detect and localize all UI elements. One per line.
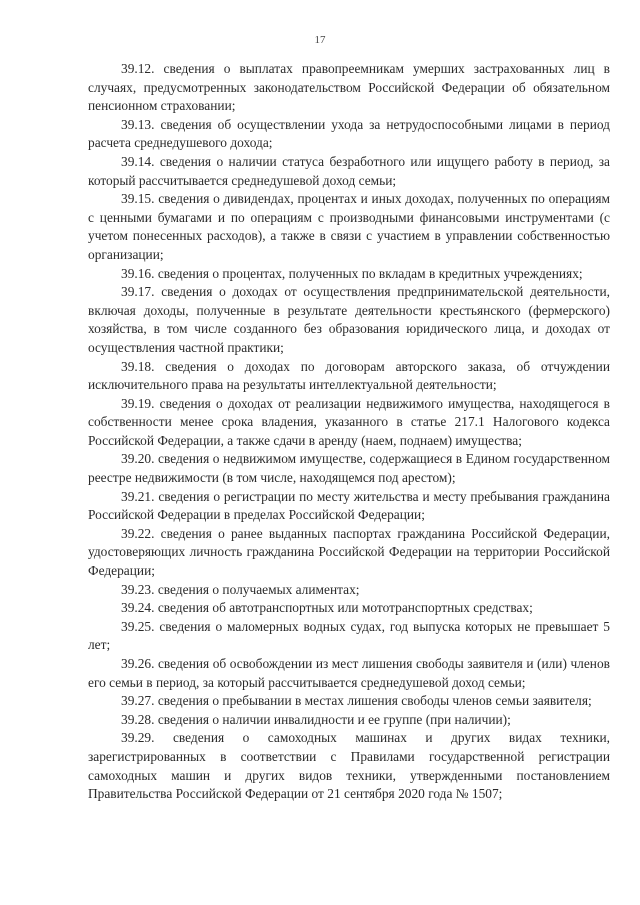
paragraph-39-29: 39.29. сведения о самоходных машинах и других видах техники, зарегистрированных в соответствии с Правилами государственной регистрации самоходных машин и других видов техники, утвержденными постановлением Правительства Российской Федерации от 21 сентября 2020 года № 1507;: [88, 730, 610, 802]
paragraph-39-14: 39.14. сведения о наличии статуса безработного или ищущего работу в период, за который рассчитывается среднедушевой доход семьи;: [88, 153, 610, 188]
paragraph-39-19: 39.19. сведения о доходах от реализации недвижимого имущества, находящегося в собственности менее срока владения, указанного в статье 217.1 Налогового кодекса Российской Федерации, а также сдачи в аренду (наем, поднаем) имущества;: [88, 395, 610, 448]
paragraph-39-28: 39.28. сведения о наличии инвалидности и ее группе (при наличии);: [121, 711, 511, 727]
paragraph-39-15: 39.15. сведения о дивидендах, процентах и иных доходах, полученных по операциям с ценными бумагами и по операциям с производными финансовыми инструментами (с учетом понесенных расходов), а также в связи с участием в управлении собственностью организации;: [88, 191, 610, 262]
paragraph-39-20: 39.20. сведения о недвижимом имуществе, содержащиеся в Едином государственном реестре недвижимости (в том числе, находящемся под арестом);: [88, 451, 610, 486]
paragraph-39-23: 39.23. сведения о получаемых алиментах;: [121, 581, 360, 597]
paragraph-39-24: 39.24. сведения об автотранспортных или мототранспортных средствах;: [121, 600, 533, 616]
paragraph-39-22: 39.22. сведения о ранее выданных паспортах гражданина Российской Федерации, удостоверяющих личность гражданина Российской Федерации на территории Российской Федерации;: [88, 525, 610, 579]
paragraph-39-16: 39.16. сведения о процентах, полученных по вкладам в кредитных учреждениях;: [121, 265, 583, 281]
paragraph-39-26: 39.26. сведения об освобождении из мест лишения свободы заявителя и (или) членов его семьи в период, за который рассчитывается среднедушевой доход семьи;: [88, 656, 610, 690]
page-number: 17: [314, 34, 326, 46]
paragraph-39-27: 39.27. сведения о пребывании в местах лишения свободы членов семьи заявителя;: [121, 693, 592, 709]
paragraph-39-25: 39.25. сведения о маломерных водных судах, год выпуска которых не превышает 5 лет;: [88, 618, 610, 653]
document-body: [88, 60, 610, 804]
paragraph-39-17: 39.17. сведения о доходах от осуществления предпринимательской деятельности, включая доходы, полученные в результате деятельности крестьянского (фермерского) хозяйства, в том числе созданного без образования юридического лица, и доходах от осуществления частной практики;: [88, 284, 610, 355]
paragraph-39-13: 39.13. сведения об осуществлении ухода за нетрудоспособными лицами в период расчета среднедушевого дохода;: [88, 116, 610, 151]
paragraph-39-12: 39.12. сведения о выплатах правопреемникам умерших застрахованных лиц в случаях, предусмотренных законодательством Российской Федерации об обязательном пенсионном страховании;: [88, 61, 610, 114]
paragraph-39-18: 39.18. сведения о доходах по договорам авторского заказа, об отчуждении исключительного права на результаты интеллектуальной деятельности;: [88, 358, 610, 393]
paragraph-39-21: 39.21. сведения о регистрации по месту жительства и месту пребывания гражданина Российской Федерации в пределах Российской Федерации;: [88, 488, 610, 523]
